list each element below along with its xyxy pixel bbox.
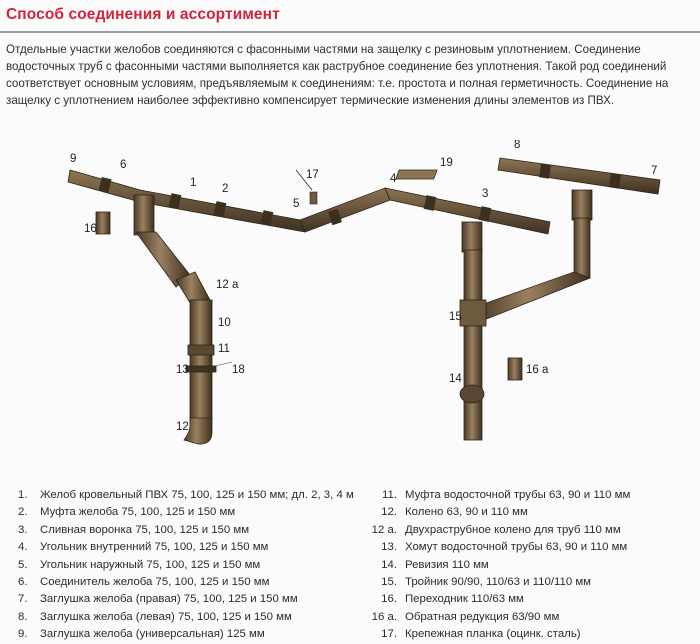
legend-item: 2. Муфта желоба 75, 100, 125 и 150 мм [18,506,236,519]
label-16: 16 [84,223,97,235]
legend-item: 7. Заглушка желоба (правая) 75, 100, 125 и 150 мм [18,593,298,606]
tee-15 [460,300,486,326]
tee-branch [478,272,590,320]
label-12a: 12 а [216,279,239,291]
label-18: 18 [232,364,245,376]
outlet-far-right [572,190,592,220]
legend-item: 11. Муфта водосточной трубы 63, 90 и 110 мм [382,489,631,501]
outlet-right [462,222,482,252]
pipe-far-right [574,218,590,278]
label-2: 2 [222,183,229,195]
label-5: 5 [293,198,300,210]
plate-19 [396,170,437,179]
legend-item: 16. Переходник 110/63 мм [381,593,524,606]
label-14: 14 [449,373,462,385]
gutter-joints [98,163,620,226]
legend-item: 12. Колено 63, 90 и 110 мм [381,506,528,519]
label-12: 12 [176,421,189,433]
gutter-segment-upper-right [498,158,660,194]
pipe-left-coupling [188,345,214,355]
gutter-system-diagram [0,140,700,470]
legend-item: 1. Желоб кровельный ПВХ 75, 100, 125 и 150 мм; дл. 2, 3, 4 м [18,489,354,501]
intro-paragraph: Отдельные участки желобов соединяются с фасонными частями на защелку с резиновым уплотнением. Соединение водосточных труб с фасонными частями выполняется как раструбное соединение без уплотнения. Такой род соединений соответствует основным условиям, предъявляемым к соединениям: т.е. простота и полная герметичность. Соединение на защелку с уплотнением наиболее эффективно компенсирует термические изменения длины элементов из ПВХ. [6,43,669,107]
pipe-left-clamp [186,366,216,372]
label-3: 3 [482,188,489,200]
legend-left [18,487,358,644]
legend-item: 15. Тройник 90/90, 110/63 и 110/110 мм [381,576,591,589]
legend-item: 14. Ревизия 110 мм [381,558,489,571]
pipe-right-main [464,250,482,440]
legend-item: 16 а. Обратная редукция 63/90 мм [371,610,560,623]
outlet-left [134,195,154,235]
left-downpipe [96,195,216,444]
legend-item: 13. Хомут водосточной трубы 63, 90 и 110 мм [381,541,628,554]
title-divider [0,31,700,33]
label-11: 11 [218,343,230,355]
legend-item: 8. Заглушка желоба (левая) 75, 100, 125 и 150 мм [18,610,292,623]
adapter-16 [96,212,110,234]
label-10: 10 [218,317,231,329]
legend-item: 9. Заглушка желоба (универсальная) 125 мм [18,628,265,641]
legend-item: 12 а. Двухраструбное колено для труб 110 мм [371,523,621,536]
legend-item: 3. Сливная воронка 75, 100, 125 и 150 мм [18,523,250,536]
legend-item: 17. Крепежная планка (оцинк. сталь) [381,628,581,641]
label-17: 17 [306,169,319,181]
pipe-left [190,300,212,420]
label-4: 4 [390,173,397,185]
page-title: Способ соединения и ассортимент [6,6,280,23]
label-19: 19 [440,157,453,169]
bracket-17 [310,192,317,204]
legend-item: 6. Соединитель желоба 75, 100, 125 и 150 мм [18,576,270,589]
label-6: 6 [120,159,127,171]
label-16a: 16 а [526,364,549,376]
legend-item: 4. Угольник внутренний 75, 100, 125 и 150 мм [18,541,269,554]
label-1: 1 [190,177,197,189]
reducer-16a [508,358,522,380]
label-8: 8 [514,140,521,151]
label-9: 9 [70,153,77,165]
legend-right [366,487,696,644]
label-13: 13 [176,364,189,376]
legend-item: 5. Угольник наружный 75, 100, 125 и 150 мм [18,558,261,571]
revision-14 [460,385,484,403]
label-15: 15 [449,311,462,323]
label-7: 7 [651,165,658,177]
gutter-run [68,158,660,234]
